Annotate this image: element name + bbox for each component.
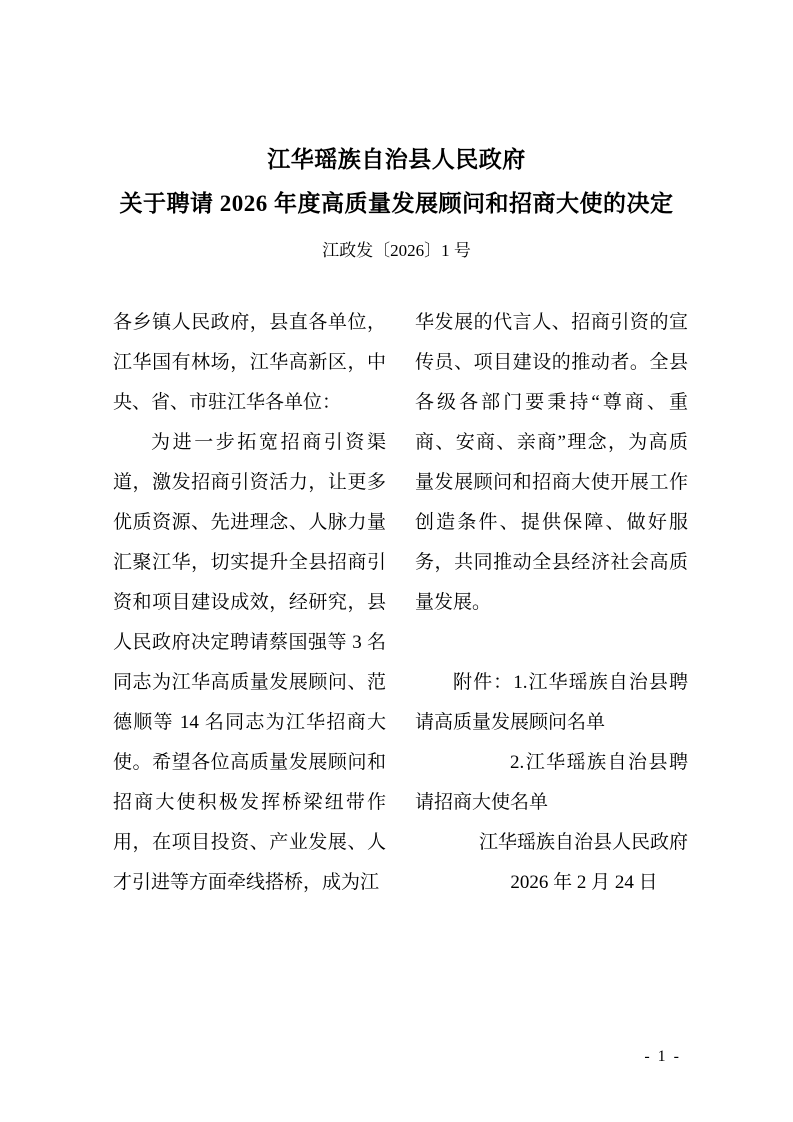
document-number: 江政发〔2026〕1 号 [322,241,471,260]
page-number: - 1 - [644,1048,681,1065]
signature-date: 2026 年 2 月 24 日 [510,872,658,893]
document-title-line1: 江华瑶族自治县人民政府 [267,147,526,172]
document-body [0,303,793,903]
document-header [0,0,793,263]
body-paragraph-part2: 华发展的代言人、招商引资的宣传员、项目建设的推动者。全县各级各部门要秉持“尊商、重商、安商、亲商”理念，为高质量发展顾问和招商大使开展工作创造条件、提供保障、做好服务，共同推动全县经济社会高质量发展。 [415,312,688,613]
body-paragraph-part1: 为进一步拓宽招商引资渠道，激发招商引资活力，让更多优质资源、先进理念、人脉力量汇聚江华，切实提升全县招商引资和项目建设成效，经研究，县人民政府决定聘请蔡国强等 3 名同志为江华高质量发展顾问、范德顺等 14 名同志为江华招商大使。希望各位高质量发展顾问和招商大使积极发挥桥梁纽带作用，在项目投资、产业发展、人才引进等方面牵线搭桥，成为江 [113,432,386,893]
right-column [415,303,688,903]
document-title-line2: 关于聘请 2026 年度高质量发展顾问和招商大使的决定 [119,191,674,216]
attachment-line-1: 附件：1.江华瑶族自治县聘请高质量发展顾问名单 [415,672,688,733]
signature-organization: 江华瑶族自治县人民政府 [478,832,688,853]
salutation-paragraph: 各乡镇人民政府，县直各单位，江华国有林场，江华高新区，中央、省、市驻江华各单位： [113,312,386,413]
attachment-line-2: 2.江华瑶族自治县聘请招商大使名单 [415,752,688,813]
left-column [113,303,386,903]
page-footer [644,1048,681,1066]
